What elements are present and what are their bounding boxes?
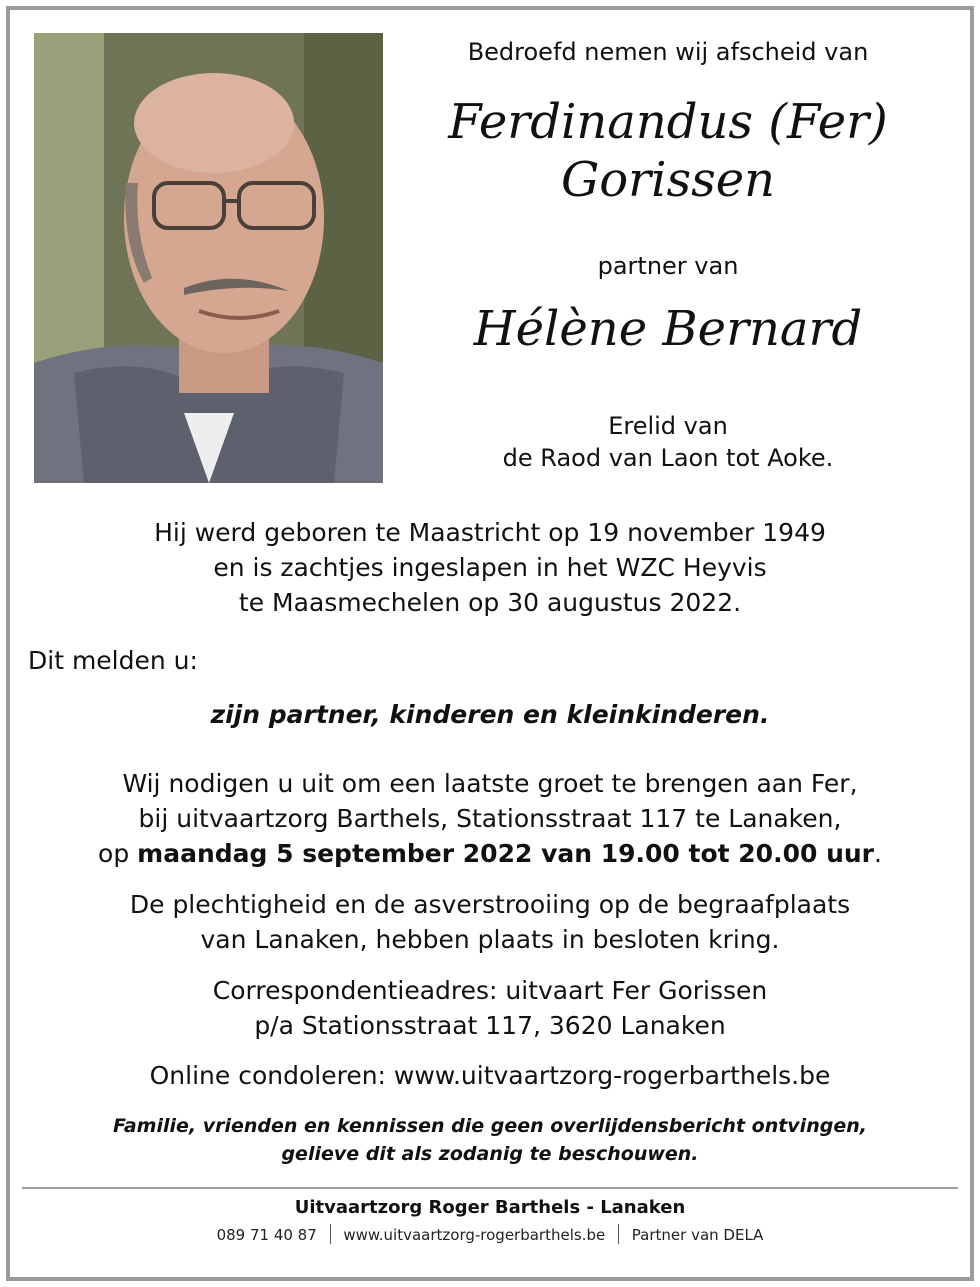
- honor-line1: Erelid van: [608, 412, 728, 440]
- condolence-text: Online condoleren: www.uitvaartzorg-rogerbarthels.be: [149, 1061, 831, 1090]
- footer-contact: [0, 1224, 980, 1244]
- visit-datetime: maandag 5 september 2022 van 19.00 tot 20.00 uur: [137, 839, 874, 868]
- partner-name: Hélène Bernard: [473, 301, 863, 357]
- invite-line3-prefix: op: [98, 839, 138, 868]
- deceased-name-line2: Gorissen: [560, 152, 776, 208]
- disclaimer-line2: gelieve dit als zodanig te beschouwen.: [281, 1143, 699, 1165]
- invitation-text: [0, 766, 980, 871]
- footer-partner: Partner van DELA: [631, 1226, 764, 1244]
- family-line: zijn partner, kinderen en kleinkinderen.: [210, 700, 770, 729]
- honor-text: [400, 410, 936, 474]
- announce-label: Dit melden u:: [28, 646, 198, 675]
- footer-separator-1: [330, 1224, 331, 1244]
- invite-line3: [0, 836, 980, 871]
- disclaimer-line1: Familie, vrienden en kennissen die geen overlijdensbericht ontvingen,: [113, 1115, 867, 1137]
- birth-line1: Hij werd geboren te Maastricht op 19 november 1949: [154, 518, 826, 547]
- invite-line2: bij uitvaartzorg Barthels, Stationsstraat 117 te Lanaken,: [138, 804, 842, 833]
- partner-label: partner van: [597, 252, 739, 280]
- address-text: [0, 973, 980, 1043]
- birth-death-info: [0, 515, 980, 620]
- portrait-illustration: [34, 33, 383, 483]
- deceased-name: [400, 93, 936, 209]
- footer-divider: [22, 1187, 958, 1189]
- footer-company: Uitvaartzorg Roger Barthels - Lanaken: [294, 1197, 686, 1218]
- deceased-name-line1: Ferdinandus (Fer): [448, 94, 888, 150]
- disclaimer-text: [0, 1112, 980, 1168]
- honor-line2: de Raod van Laon tot Aoke.: [502, 444, 834, 472]
- portrait-photo: [34, 33, 383, 483]
- address-line1: Correspondentieadres: uitvaart Fer Gorissen: [212, 976, 768, 1005]
- footer-website[interactable]: www.uitvaartzorg-rogerbarthels.be: [343, 1226, 606, 1244]
- invite-line3-suffix: .: [874, 839, 882, 868]
- footer-phone: 089 71 40 87: [216, 1226, 317, 1244]
- ceremony-line1: De plechtigheid en de asverstrooiing op de begraafplaats: [129, 890, 851, 919]
- birth-line2: en is zachtjes ingeslapen in het WZC Heyvis: [213, 553, 767, 582]
- invite-line1: Wij nodigen u uit om een laatste groet te brengen aan Fer,: [122, 769, 858, 798]
- ceremony-line2: van Lanaken, hebben plaats in besloten kring.: [200, 925, 780, 954]
- intro-text: Bedroefd nemen wij afscheid van: [467, 38, 869, 66]
- ceremony-text: [0, 887, 980, 957]
- birth-line3: te Maasmechelen op 30 augustus 2022.: [238, 588, 742, 617]
- footer-separator-2: [618, 1224, 619, 1244]
- address-line2: p/a Stationsstraat 117, 3620 Lanaken: [254, 1011, 726, 1040]
